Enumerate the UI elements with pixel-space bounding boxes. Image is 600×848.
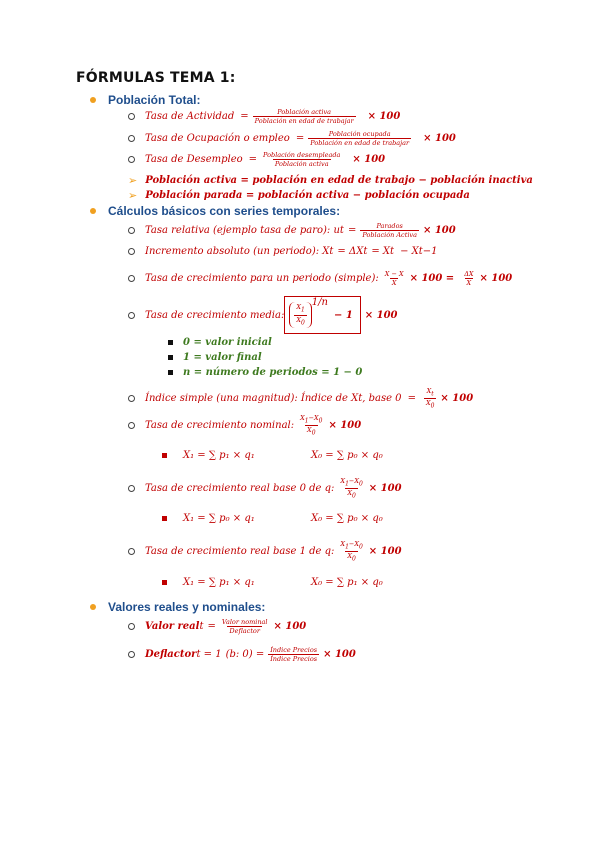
bullet-icon xyxy=(90,604,96,610)
formula-incremento-absoluto: Incremento absoluto (un periodo): X t = ΔX t = X t − X t−1 xyxy=(128,246,438,257)
circle-bullet-icon xyxy=(128,623,135,630)
circle-bullet-icon xyxy=(128,548,135,555)
formula-crecimiento-nominal: Tasa de crecimiento nominal: $\frac{X_1-X_0}{X_0}$ × 100 xyxy=(128,414,361,438)
formula-tasa-desempleo: Tasa de Desempleo = $\frac{\text{Población desempleada}}{\text{Población activa}}$ × 100 xyxy=(128,151,385,168)
circle-bullet-icon xyxy=(128,113,135,120)
page-title: FÓRMULAS TEMA 1: xyxy=(76,70,236,86)
formula-tasa-actividad: Tasa de Actividad = $\frac{\text{Población activa}}{\text{Población en edad de trabajar}}$ × 100 xyxy=(128,108,400,125)
bracket-expression: $\frac{X_1}{X_0}$ $^{1/n}$ − 1 xyxy=(284,296,356,334)
media-item-periodos: n = número de periodos = 1 − 0 xyxy=(168,367,362,378)
square-bullet-icon xyxy=(168,370,173,375)
formula-crecimiento-periodo: Tasa de crecimiento para un periodo (simple): $\frac{X - X}{X}$ × 100 = $\frac{\Delta X}{X}$ × 100 xyxy=(128,270,512,287)
formula-crecimiento-real-base0: Tasa de crecimiento real base 0 de q: $\frac{X_1-X_0}{X_0}$ × 100 xyxy=(128,477,402,501)
real0-items: X₁ = ∑ p₀ × q₁ X₀ = ∑ p₀ × q₀ xyxy=(162,513,383,524)
square-bullet-icon xyxy=(168,340,173,345)
bullet-icon xyxy=(90,208,96,214)
formula-crecimiento-media: Tasa de crecimiento media: $\frac{X_1}{X_0}$ $^{1/n}$ − 1 × 100 xyxy=(128,296,398,334)
circle-bullet-icon xyxy=(128,651,135,658)
section-series-temporales: Cálculos básicos con series temporales: xyxy=(90,204,340,218)
media-item-final: 1 = valor final xyxy=(168,352,262,363)
formula-tasa-relativa: Tasa relativa (ejemplo tasa de paro): u t = $\frac{\text{Parados}}{\text{Población Activa}}$ × 100 xyxy=(128,222,456,239)
circle-bullet-icon xyxy=(128,275,135,282)
circle-bullet-icon xyxy=(128,227,135,234)
arrow-bullet-icon: ➢ xyxy=(128,174,138,187)
real1-items: X₁ = ∑ p₁ × q₁ X₀ = ∑ p₁ × q₀ xyxy=(162,577,383,588)
circle-bullet-icon xyxy=(128,422,135,429)
formula-valor-real: Valor real t = $\frac{\text{Valor nominal}}{\text{Deflactor}}$ × 100 xyxy=(128,618,306,635)
circle-bullet-icon xyxy=(128,485,135,492)
square-bullet-icon xyxy=(162,580,167,585)
formula-tasa-ocupacion: Tasa de Ocupación o empleo = $\frac{\text{Población ocupada}}{\text{Población en edad de trabajar}}$ × 100 xyxy=(128,130,456,147)
section-valores-reales: Valores reales y nominales: xyxy=(90,600,265,614)
circle-bullet-icon xyxy=(128,248,135,255)
circle-bullet-icon xyxy=(128,395,135,402)
circle-bullet-icon xyxy=(128,135,135,142)
formula-deflactor: Deflactor t = 1 (b: 0) = $\frac{\text{Índice Precios}}{\text{Índice Precios}}$ × 100 xyxy=(128,646,356,663)
media-item-inicial: 0 = valor inicial xyxy=(168,337,272,348)
circle-bullet-icon xyxy=(128,156,135,163)
square-bullet-icon xyxy=(162,453,167,458)
formula-crecimiento-real-base1: Tasa de crecimiento real base 1 de q: $\frac{X_1-X_0}{X_0}$ × 100 xyxy=(128,540,402,564)
nominal-items: X₁ = ∑ p₁ × q₁ X₀ = ∑ p₀ × q₀ xyxy=(162,450,383,461)
section-poblacion-total: Población Total: xyxy=(90,93,200,107)
formula-poblacion-activa: ➢ Población activa = población en edad de trabajo − población inactiva xyxy=(128,174,533,187)
formula-indice-simple: Índice simple (una magnitud): Índice de X t, base 0 = $\frac{X_t}{X_0}$ × 100 xyxy=(128,387,473,411)
square-bullet-icon xyxy=(168,355,173,360)
square-bullet-icon xyxy=(162,516,167,521)
formula-poblacion-parada: ➢ Población parada = población activa − población ocupada xyxy=(128,189,470,202)
circle-bullet-icon xyxy=(128,312,135,319)
bullet-icon xyxy=(90,97,96,103)
arrow-bullet-icon: ➢ xyxy=(128,189,138,202)
